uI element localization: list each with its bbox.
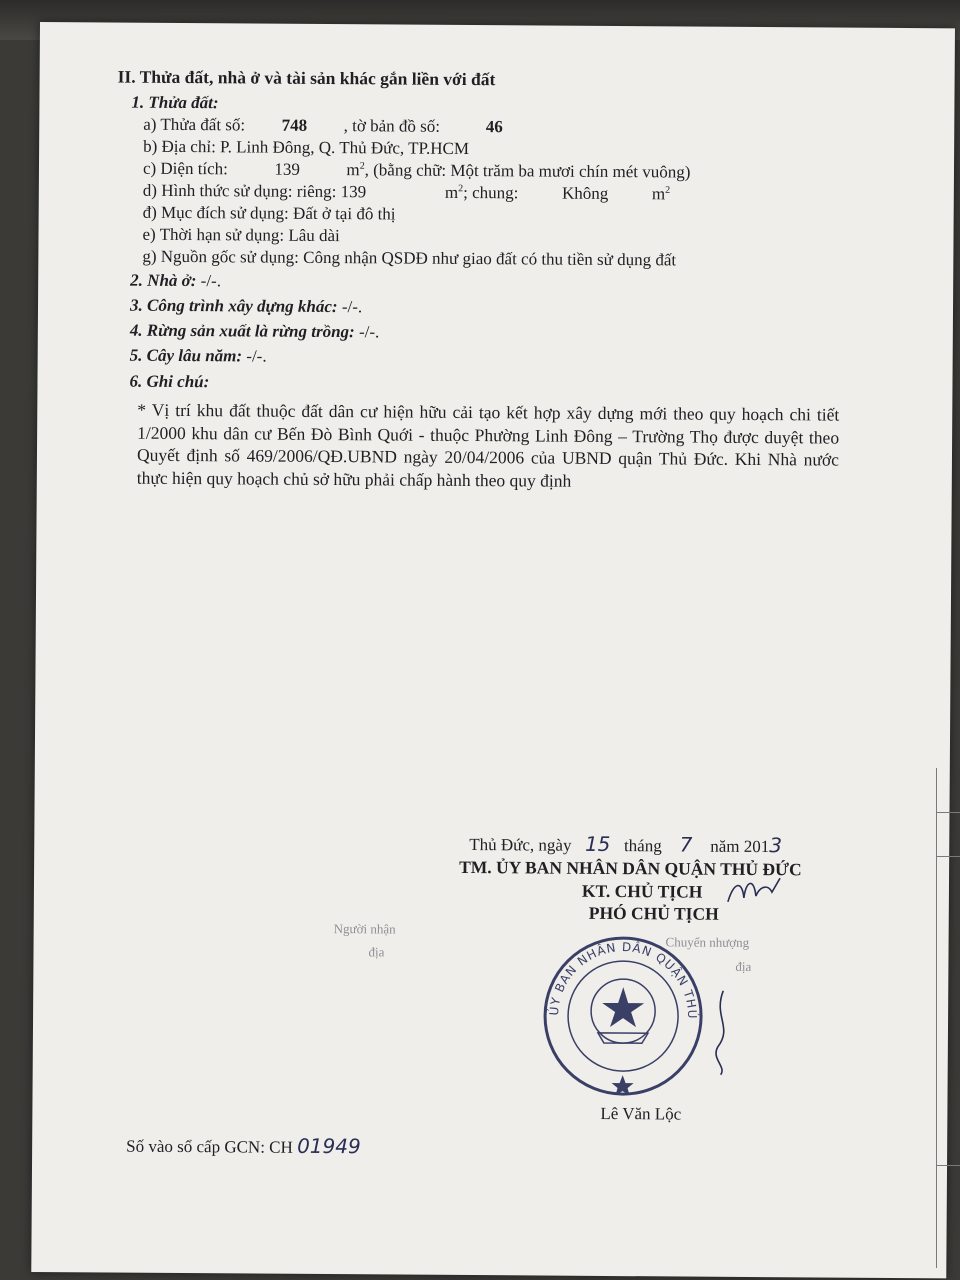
area-unit: m — [346, 160, 360, 180]
forest-heading: 4. Rừng sản xuất là rừng trồng: — [129, 320, 355, 342]
signer-name: Lê Văn Lộc — [600, 1103, 682, 1124]
land-number-row — [143, 115, 544, 138]
registry-row — [126, 1133, 361, 1159]
land-number-label: a) Thửa đất số: — [143, 114, 246, 135]
trees-heading: 5. Cây lâu năm: — [129, 345, 243, 366]
address-label: b) Địa chỉ: — [143, 136, 216, 157]
area-row — [143, 159, 691, 183]
other-works-heading: 3. Công trình xây dựng khác: — [129, 295, 338, 317]
other-works-value: -/-. — [341, 297, 363, 317]
origin-label: g) Nguồn gốc sử dụng: — [142, 246, 299, 267]
purpose-label: đ) Mục đích sử dụng: — [142, 202, 289, 223]
purpose-value: Đất ở tại đô thị — [293, 203, 396, 224]
address-value: P. Linh Đông, Q. Thủ Đức, TP.HCM — [220, 137, 470, 158]
adjacent-page-line — [936, 1165, 960, 1166]
date-month: 7 — [679, 832, 693, 857]
adjacent-page-edge — [936, 768, 960, 1268]
adjacent-page-line — [936, 812, 960, 813]
area-label: c) Diện tích: — [142, 158, 229, 179]
faded-text-left-1: Người nhận — [333, 921, 396, 937]
area-unit-sup: 2 — [359, 160, 365, 172]
origin-row — [142, 247, 676, 271]
area-in-words: , (bằng chữ: Một trăm ba mươi chín mét vuông) — [364, 160, 691, 182]
authority-name: TM. ỦY BAN NHÂN DÂN QUẬN THỦ ĐỨC — [459, 856, 802, 880]
signature-scribble-icon — [724, 872, 784, 912]
seal-emblem-icon — [538, 931, 709, 1097]
official-seal — [538, 931, 709, 1097]
date-month-label: tháng — [623, 836, 662, 856]
area-value: 139 — [274, 159, 301, 179]
signer-role-2: PHÓ CHỦ TỊCH — [588, 902, 719, 924]
house-heading: 2. Nhà ở: — [130, 270, 197, 291]
faded-text-right-2: địa — [735, 958, 752, 974]
date-day: 15 — [584, 831, 611, 857]
registry-label: Số vào sổ cấp GCN: CH — [126, 1136, 293, 1157]
private-area-value: 139 — [340, 182, 367, 202]
trees-row — [130, 346, 267, 367]
faded-text-right-1: Chuyển nhượng — [665, 934, 750, 950]
usage-form-row — [143, 181, 670, 205]
land-number-value: 748 — [281, 115, 308, 135]
term-value: Lâu dài — [288, 225, 340, 246]
purpose-row — [143, 203, 396, 225]
section-title: II. Thửa đất, nhà ở và tài sản khác gắn liền với đất — [117, 66, 496, 90]
adjacent-page-line — [936, 856, 960, 857]
common-area-unit: m — [651, 184, 666, 204]
notes-heading: 6. Ghi chú: — [129, 371, 210, 392]
land-heading: 1. Thửa đất: — [131, 92, 219, 113]
term-label: e) Thời hạn sử dụng: — [142, 224, 285, 245]
common-area-value: Không — [561, 183, 609, 203]
certificate-page — [31, 22, 955, 1278]
signer-role-1: KT. CHỦ TỊCH — [581, 880, 703, 902]
other-works-row — [130, 296, 362, 318]
usage-form-label: d) Hình thức sử dụng: riêng: — [142, 180, 337, 202]
date-year-label: năm 201 — [710, 836, 770, 857]
forest-value: -/-. — [358, 322, 380, 342]
common-area-label: ; chung: — [463, 182, 519, 203]
house-row — [130, 271, 221, 292]
private-area-unit-sup: 2 — [458, 183, 464, 195]
private-area-unit: m — [444, 182, 459, 202]
faded-text-left-2: địa — [368, 944, 385, 960]
trees-value: -/-. — [246, 346, 267, 366]
seal-text: ỦY BAN NHÂN DÂN QUẬN THỦ — [546, 939, 700, 1020]
notes-text: * Vị trí khu đất thuộc đất dân cư hiện hữu cải tạo kết hợp xây dựng mới theo quy hoạch chi tiết 1/2000 khu dân cư Bến Đò Bình Quới - thuộc Phường Linh Đông – Trường Thọ được duyệt theo Quyết định số 469/2006/QĐ.UBND ngày 20/04/2006 của UBND quận Thủ Đức. Khi Nhà nước thực hiện quy hoạch chủ sở hữu phải chấp hành theo quy định — [136, 399, 840, 491]
common-area-unit-sup: 2 — [665, 184, 671, 196]
registry-number: 01949 — [297, 1133, 361, 1159]
date-prefix: Thủ Đức, ngày — [469, 835, 572, 855]
house-value: -/-. — [200, 271, 222, 291]
map-sheet-label: , tờ bản đồ số: — [343, 116, 441, 136]
date-line — [469, 831, 782, 857]
address-row — [143, 137, 469, 159]
term-row — [142, 225, 339, 246]
forest-row — [130, 321, 380, 343]
origin-value: Công nhận QSDĐ như giao đất có thu tiền sử dụng đất — [303, 247, 677, 270]
date-year-digit: 3 — [769, 833, 783, 858]
map-sheet-value: 46 — [485, 117, 503, 137]
